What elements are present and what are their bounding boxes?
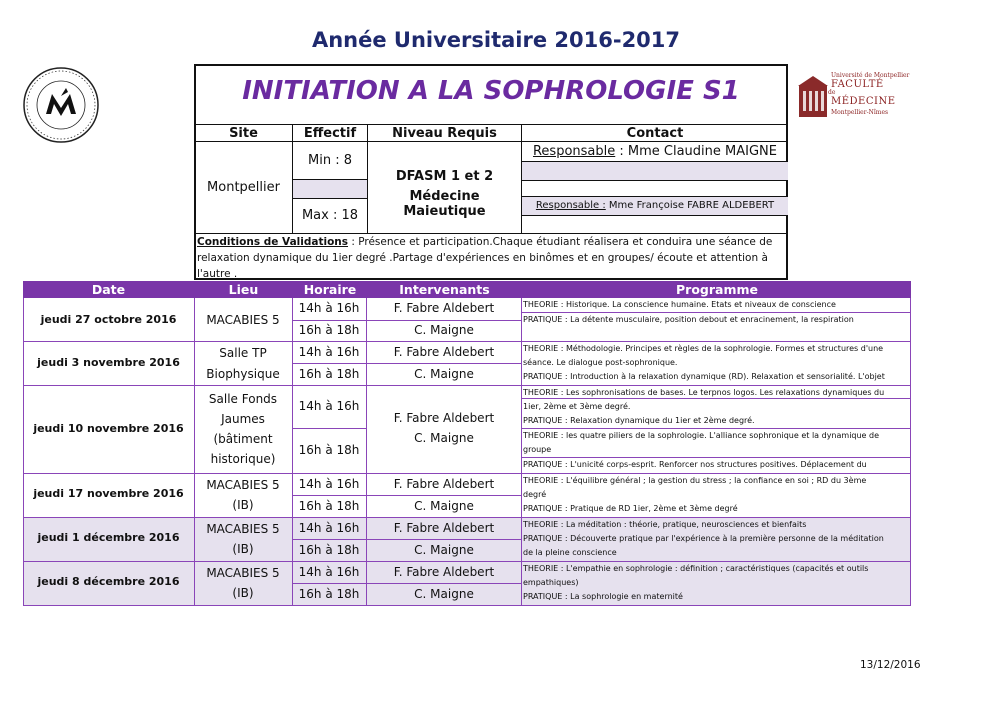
contact-1-value: : Mme Claudine MAIGNE <box>615 144 777 159</box>
um-seal-icon <box>22 66 100 144</box>
col-header-lieu: Lieu <box>228 282 259 297</box>
session-1-lieu: MACABIES 5 <box>206 313 280 327</box>
session-4-intervenant-2: C. Maigne <box>414 499 474 513</box>
conditions-de-validation <box>197 234 782 282</box>
contact-2-value: Mme Françoise FABRE ALDEBERT <box>605 200 775 211</box>
divider <box>194 141 788 142</box>
site-header: Site <box>229 126 258 141</box>
session-5-horaire-2: 16h à 18h <box>298 543 360 557</box>
faculty-building-icon <box>798 75 828 119</box>
session-5-date: jeudi 1 décembre 2016 <box>37 531 180 544</box>
logo-medecine-text: MÉDECINE <box>831 96 896 107</box>
session-3-lieu-1: Salle Fonds <box>208 392 278 406</box>
session-2-date: jeudi 3 novembre 2016 <box>37 356 180 369</box>
session-6-programme-2: empathiques) <box>523 578 579 587</box>
session-2-programme-1: THEORIE : Méthodologie. Principes et règles de la sophrologie. Formes et structures d'une <box>523 344 884 353</box>
session-4-lieu-1: MACABIES 5 <box>206 478 280 492</box>
divider <box>522 215 788 216</box>
col-header-date: Date <box>91 282 126 297</box>
conditions-text: : Présence et participation.Chaque étudiant réalisera et conduira une séance de relaxation dynamique du 1ier degré .Partage d'expériences en binômes et en groupes/ écoute et attention à l'autre . <box>197 236 773 280</box>
session-4-lieu-2: (IB) <box>232 498 254 512</box>
divider <box>522 180 788 181</box>
session-5-programme-1: THEORIE : La méditation : théorie, pratique, neurosciences et bienfaits <box>523 520 807 529</box>
session-3-programme-4: THEORIE : les quatre piliers de la sophrologie. L'alliance sophronique et la dynamique de <box>523 431 880 440</box>
session-3-intervenant-1: F. Fabre Aldebert <box>393 411 495 425</box>
sub-divider <box>292 428 367 429</box>
contact-header: Contact <box>626 126 684 141</box>
session-5-lieu-2: (IB) <box>232 542 254 556</box>
site-value: Montpellier <box>207 180 280 195</box>
session-3-date: jeudi 10 novembre 2016 <box>33 422 184 435</box>
session-6-lieu-2: (IB) <box>232 586 254 600</box>
course-title: INITIATION A LA SOPHROLOGIE S1 <box>242 76 740 106</box>
session-3-lieu-2: Jaumes <box>221 412 265 426</box>
session-4-programme-1: THEORIE : L'équilibre général ; la gestion du stress ; la confiance en soi ; RD du 3ème <box>523 476 867 485</box>
contact-1-label: Responsable <box>532 144 616 159</box>
session-5-intervenant-1: F. Fabre Aldebert <box>393 521 495 535</box>
logo-de-text: de <box>828 89 836 96</box>
session-3-horaire-1: 14h à 16h <box>298 399 360 413</box>
conditions-label: Conditions de Validations <box>197 236 349 248</box>
session-1-programme-2: PRATIQUE : La détente musculaire, position debout et enracinement, la respiration <box>523 315 854 324</box>
session-6-date: jeudi 8 décembre 2016 <box>37 575 180 588</box>
session-4-date: jeudi 17 novembre 2016 <box>33 487 184 500</box>
row-divider <box>23 605 911 606</box>
session-6-programme-1: THEORIE : L'empathie en sophrologie : définition ; caractéristiques (capacités et outils <box>523 564 869 573</box>
session-3-horaire-2: 16h à 18h <box>298 443 360 457</box>
session-3-lieu-4: historique) <box>210 452 276 466</box>
session-2-programme-2: séance. Le dialogue post-sophronique. <box>523 358 678 367</box>
session-6-intervenant-1: F. Fabre Aldebert <box>393 565 495 579</box>
effectif-max: Max : 18 <box>301 208 359 223</box>
session-5-programme-3: de la pleine conscience <box>523 548 617 557</box>
session-2-lieu-2: Biophysique <box>206 367 280 381</box>
session-3-intervenant-2: C. Maigne <box>414 431 474 445</box>
contact-blank-cell <box>522 162 788 180</box>
session-3-programme-1: THEORIE : Les sophronisations de bases. Le terpnos logos. Les relaxations dynamiques du <box>523 388 885 397</box>
session-2-intervenant-2: C. Maigne <box>414 367 474 381</box>
session-1-intervenant-1: F. Fabre Aldebert <box>393 301 495 315</box>
session-6-lieu-1: MACABIES 5 <box>206 566 280 580</box>
sub-divider <box>292 539 522 540</box>
session-2-intervenant-1: F. Fabre Aldebert <box>393 345 495 359</box>
col-header-intervenants: Intervenants <box>399 282 490 297</box>
session-1-programme-1: THEORIE : Historique. La conscience humaine. Etats et niveaux de conscience <box>523 300 836 309</box>
logo-faculte-text: FACULTÉ <box>831 79 884 90</box>
session-5-horaire-1: 14h à 16h <box>298 521 360 535</box>
session-3-lieu-3: (bâtiment <box>213 432 273 446</box>
session-6-intervenant-2: C. Maigne <box>414 587 474 601</box>
session-3-programme-5: groupe <box>523 445 552 454</box>
university-seal-logo <box>22 66 100 144</box>
grid-line <box>521 298 522 605</box>
session-2-horaire-1: 14h à 16h <box>298 345 360 359</box>
contact-2-label: Responsable : <box>535 200 606 211</box>
session-6-horaire-2: 16h à 18h <box>298 587 360 601</box>
divider <box>194 124 788 125</box>
col-header-programme: Programme <box>676 282 758 297</box>
session-2-lieu-1: Salle TP <box>219 346 267 360</box>
logo-city-text: Montpellier-Nîmes <box>831 109 889 116</box>
effectif-header: Effectif <box>303 126 357 141</box>
footer-date: 13/12/2016 <box>860 659 921 671</box>
session-6-horaire-1: 14h à 16h <box>298 565 360 579</box>
session-5-programme-2: PRATIQUE : Découverte pratique par l'expérience à la première personne de la méditation <box>523 534 884 543</box>
contact-1 <box>522 144 788 159</box>
effectif-min: Min : 8 <box>308 153 352 168</box>
session-4-programme-2: degré <box>523 490 547 499</box>
session-1-horaire-2: 16h à 18h <box>298 323 360 337</box>
session-4-intervenant-1: F. Fabre Aldebert <box>393 477 495 491</box>
session-6-programme-3: PRATIQUE : La sophrologie en maternité <box>523 592 683 601</box>
session-5-lieu-1: MACABIES 5 <box>206 522 280 536</box>
sub-divider <box>292 320 522 321</box>
session-4-programme-3: PRATIQUE : Pratique de RD 1ier, 2ème et 3ème degré <box>523 504 738 513</box>
session-2-programme-3: PRATIQUE : Introduction à la relaxation dynamique (RD). Relaxation et sensorialité. L'objet <box>523 372 885 381</box>
niveau-header: Niveau Requis <box>392 126 497 141</box>
session-2-horaire-2: 16h à 18h <box>298 367 360 381</box>
session-5-intervenant-2: C. Maigne <box>414 543 474 557</box>
contact-2 <box>522 200 788 211</box>
session-4-horaire-1: 14h à 16h <box>298 477 360 491</box>
niveau-line-1: DFASM 1 et 2 <box>395 169 494 184</box>
sub-divider <box>292 583 522 584</box>
niveau-line-2: Médecine Maieutique <box>403 189 486 219</box>
effectif-blank-cell <box>293 179 367 199</box>
logo-university-text: Université de Montpellier <box>831 72 910 79</box>
session-3-programme-2: 1ier, 2ème et 3ème degré. <box>523 402 631 411</box>
session-4-horaire-2: 16h à 18h <box>298 499 360 513</box>
year-title: Année Universitaire 2016-2017 <box>311 28 681 52</box>
sub-divider <box>292 363 522 364</box>
faculty-medicine-logo <box>798 72 910 120</box>
session-1-intervenant-2: C. Maigne <box>414 323 474 337</box>
session-1-horaire-1: 14h à 16h <box>298 301 360 315</box>
session-3-programme-3: PRATIQUE : Relaxation dynamique du 1ier et 2ème degré. <box>523 416 755 425</box>
col-header-horaire: Horaire <box>303 282 357 297</box>
sub-divider <box>292 495 522 496</box>
session-3-programme-6: PRATIQUE : L'unicité corps-esprit. Renforcer nos structures positives. Déplacement du <box>523 460 867 469</box>
grid-line <box>23 298 24 605</box>
session-1-date: jeudi 27 octobre 2016 <box>40 313 177 326</box>
